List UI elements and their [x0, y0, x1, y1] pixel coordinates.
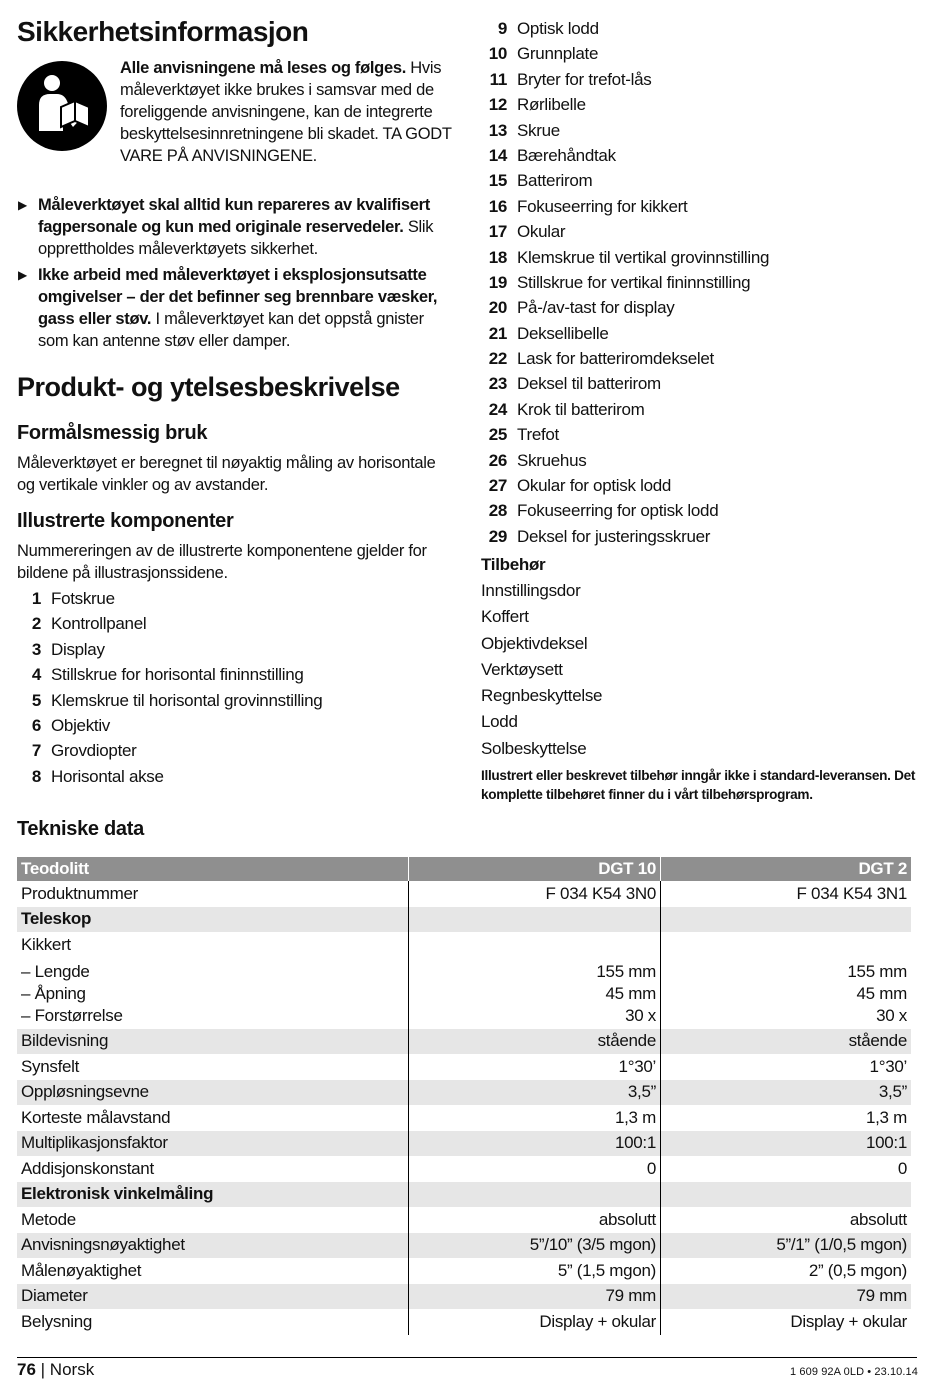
list-item: 1 Fotskrue [31, 589, 115, 608]
safety-intro [120, 57, 455, 167]
list-item: 18 Klemskrue til vertikal grovinnstilling [488, 247, 770, 267]
page-number: 76 [17, 1360, 36, 1379]
table-row: Anvisningsnøyaktighet 5”/10” (3/5 mgon) 5”/1” (1/0,5 mgon) [17, 1233, 911, 1259]
list-item: Solbeskyttelse [481, 738, 587, 758]
list-item: 14 Bærehåndtak [488, 145, 616, 165]
list-item: 2 Kontrollpanel [31, 614, 147, 634]
list-item: 22 Lask for batteriromdekselet [488, 349, 714, 369]
table-row: Synsfelt 1°30’ 1°30’ [17, 1054, 911, 1080]
list-item: 20 På-/av-tast for display [488, 298, 675, 318]
product-title: Produkt- og ytelsesbeskrivelse [17, 372, 400, 402]
list-item: 29 Deksel for justeringsskruer [488, 526, 711, 546]
safety-intro-bold: Alle anvisningene må leses og følges. [120, 59, 406, 77]
list-item: Lodd [481, 712, 518, 732]
list-item: Koffert [481, 607, 529, 627]
table-row: Produktnummer F 034 K54 3N0 F 034 K54 3N1 [17, 881, 911, 907]
table-row: Multiplikasjonsfaktor 100:1 100:1 [17, 1131, 911, 1157]
footer-language: Norsk [49, 1360, 95, 1379]
list-item: 10 Grunnplate [488, 44, 599, 64]
safety-title: Sikkerhetsinformasjon [17, 16, 309, 47]
safety-bullet [18, 264, 458, 352]
table-row: Korteste målavstand 1,3 m 1,3 m [17, 1105, 911, 1131]
table-row: Teleskop [17, 907, 911, 933]
list-item: Verktøysett [481, 659, 563, 679]
list-item: 7 Grovdiopter [31, 741, 137, 761]
list-item: 23 Deksel til batterirom [488, 374, 661, 394]
bullet-triangle-icon: ▶ [18, 268, 27, 282]
components-list-left [17, 586, 322, 789]
accessories-list [481, 578, 602, 762]
components-title: Illustrerte komponenter [17, 510, 234, 532]
list-item: 4 Stillskrue for horisontal fininnstilling [31, 665, 304, 685]
list-item: 24 Krok til batterirom [488, 399, 645, 419]
list-item: Objektivdeksel [481, 633, 588, 653]
footer-rule [17, 1357, 917, 1358]
list-item: 13 Skrue [488, 120, 560, 140]
table-header: Teodolitt DGT 10 DGT 2 [17, 857, 911, 881]
bullet-bold: Måleverktøyet skal alltid kun repareres av kvalifisert fagpersonale og kun med originale reservedeler. [38, 196, 430, 236]
footer-page: 76 | Norsk [17, 1360, 95, 1379]
table-row: Addisjonskonstant 0 0 [17, 1156, 911, 1182]
bullet-triangle-icon: ▶ [18, 198, 27, 212]
list-item: Innstillingsdor [481, 581, 581, 600]
use-text: Måleverktøyet er beregnet til nøyaktig måling av horisontale og vertikale vinkler og av avstander. [17, 454, 436, 494]
table-row: Bildevisning stående stående [17, 1029, 911, 1055]
list-item: 26 Skruehus [488, 450, 587, 470]
safety-intro-text: Hvis måleverktøyet ikke brukes i samsvar med de foreliggende anvisningene, kan de integrerte beskyttelsesinnretningene bli skadet. TA GODT VARE PÅ ANVISNINGENE. [120, 59, 452, 165]
table-row: Kikkert [17, 932, 911, 958]
table-row: Diameter 79 mm 79 mm [17, 1284, 911, 1310]
accessories-note: Illustrert eller beskrevet tilbehør inngår ikke i standard-leveransen. Det komplette tilbehøret finner du i vårt tilbehørsprogram. [481, 768, 916, 802]
bullet-text: I måleverktøyet kan det oppstå gnister som kan antenne støv eller damper. [38, 310, 424, 350]
list-item: 27 Okular for optisk lodd [488, 476, 672, 496]
bullet-text: Slik opprettholdes måleverktøyets sikkerhet. [38, 218, 434, 258]
table-row: Oppløsningsevne 3,5” 3,5” [17, 1080, 911, 1106]
tech-data-table [17, 857, 911, 1335]
list-item: 19 Stillskrue for vertikal fininnstilling [488, 272, 751, 292]
list-item: 6 Objektiv [31, 715, 111, 735]
list-item: 3 Display [31, 639, 105, 659]
list-item: 5 Klemskrue til horisontal grovinnstilling [31, 690, 323, 710]
list-item: 15 Batterirom [488, 171, 593, 191]
table-row: Elektronisk vinkelmåling [17, 1182, 911, 1208]
read-manual-icon [17, 61, 107, 151]
bullet-bold: Ikke arbeid med måleverktøyet i eksplosjonsutsatte omgivelser – der det befinner seg brennbare væsker, gass eller støv. [38, 266, 438, 328]
list-item: 12 Rørlibelle [488, 95, 586, 115]
footer-doc-code: 1 609 92A 0LD • 23.10.14 [790, 1366, 918, 1378]
use-title: Formålsmessig bruk [17, 422, 208, 444]
list-item: 16 Fokuseerring for kikkert [488, 196, 688, 216]
table-row: Metode absolutt absolutt [17, 1207, 911, 1233]
safety-bullet [18, 194, 458, 260]
table-row: Målenøyaktighet 5” (1,5 mgon) 2” (0,5 mgon) [17, 1258, 911, 1284]
table-row: Belysning Display + okular Display + okular [17, 1309, 911, 1335]
list-item: 21 Deksellibelle [488, 323, 609, 343]
list-item: 25 Trefot [488, 425, 559, 445]
accessories-title: Tilbehør [481, 555, 546, 574]
list-item: 8 Horisontal akse [31, 766, 164, 786]
components-list-right [481, 16, 769, 549]
components-intro: Nummereringen av de illustrerte komponentene gjelder for bildene på illustrasjonssidene. [17, 542, 427, 582]
list-item: 28 Fokuseerring for optisk lodd [488, 501, 719, 521]
list-item: 17 Okular [488, 222, 566, 242]
tech-title: Tekniske data [17, 818, 144, 840]
list-item: 11 Bryter for trefot-lås [489, 69, 652, 89]
list-item: Regnbeskyttelse [481, 686, 603, 706]
table-row: – Lengde – Åpning – Forstørrelse 155 mm 45 mm 30 x 155 mm 45 mm 30 x [17, 958, 911, 1029]
list-item: 9 Optisk lodd [497, 19, 599, 38]
